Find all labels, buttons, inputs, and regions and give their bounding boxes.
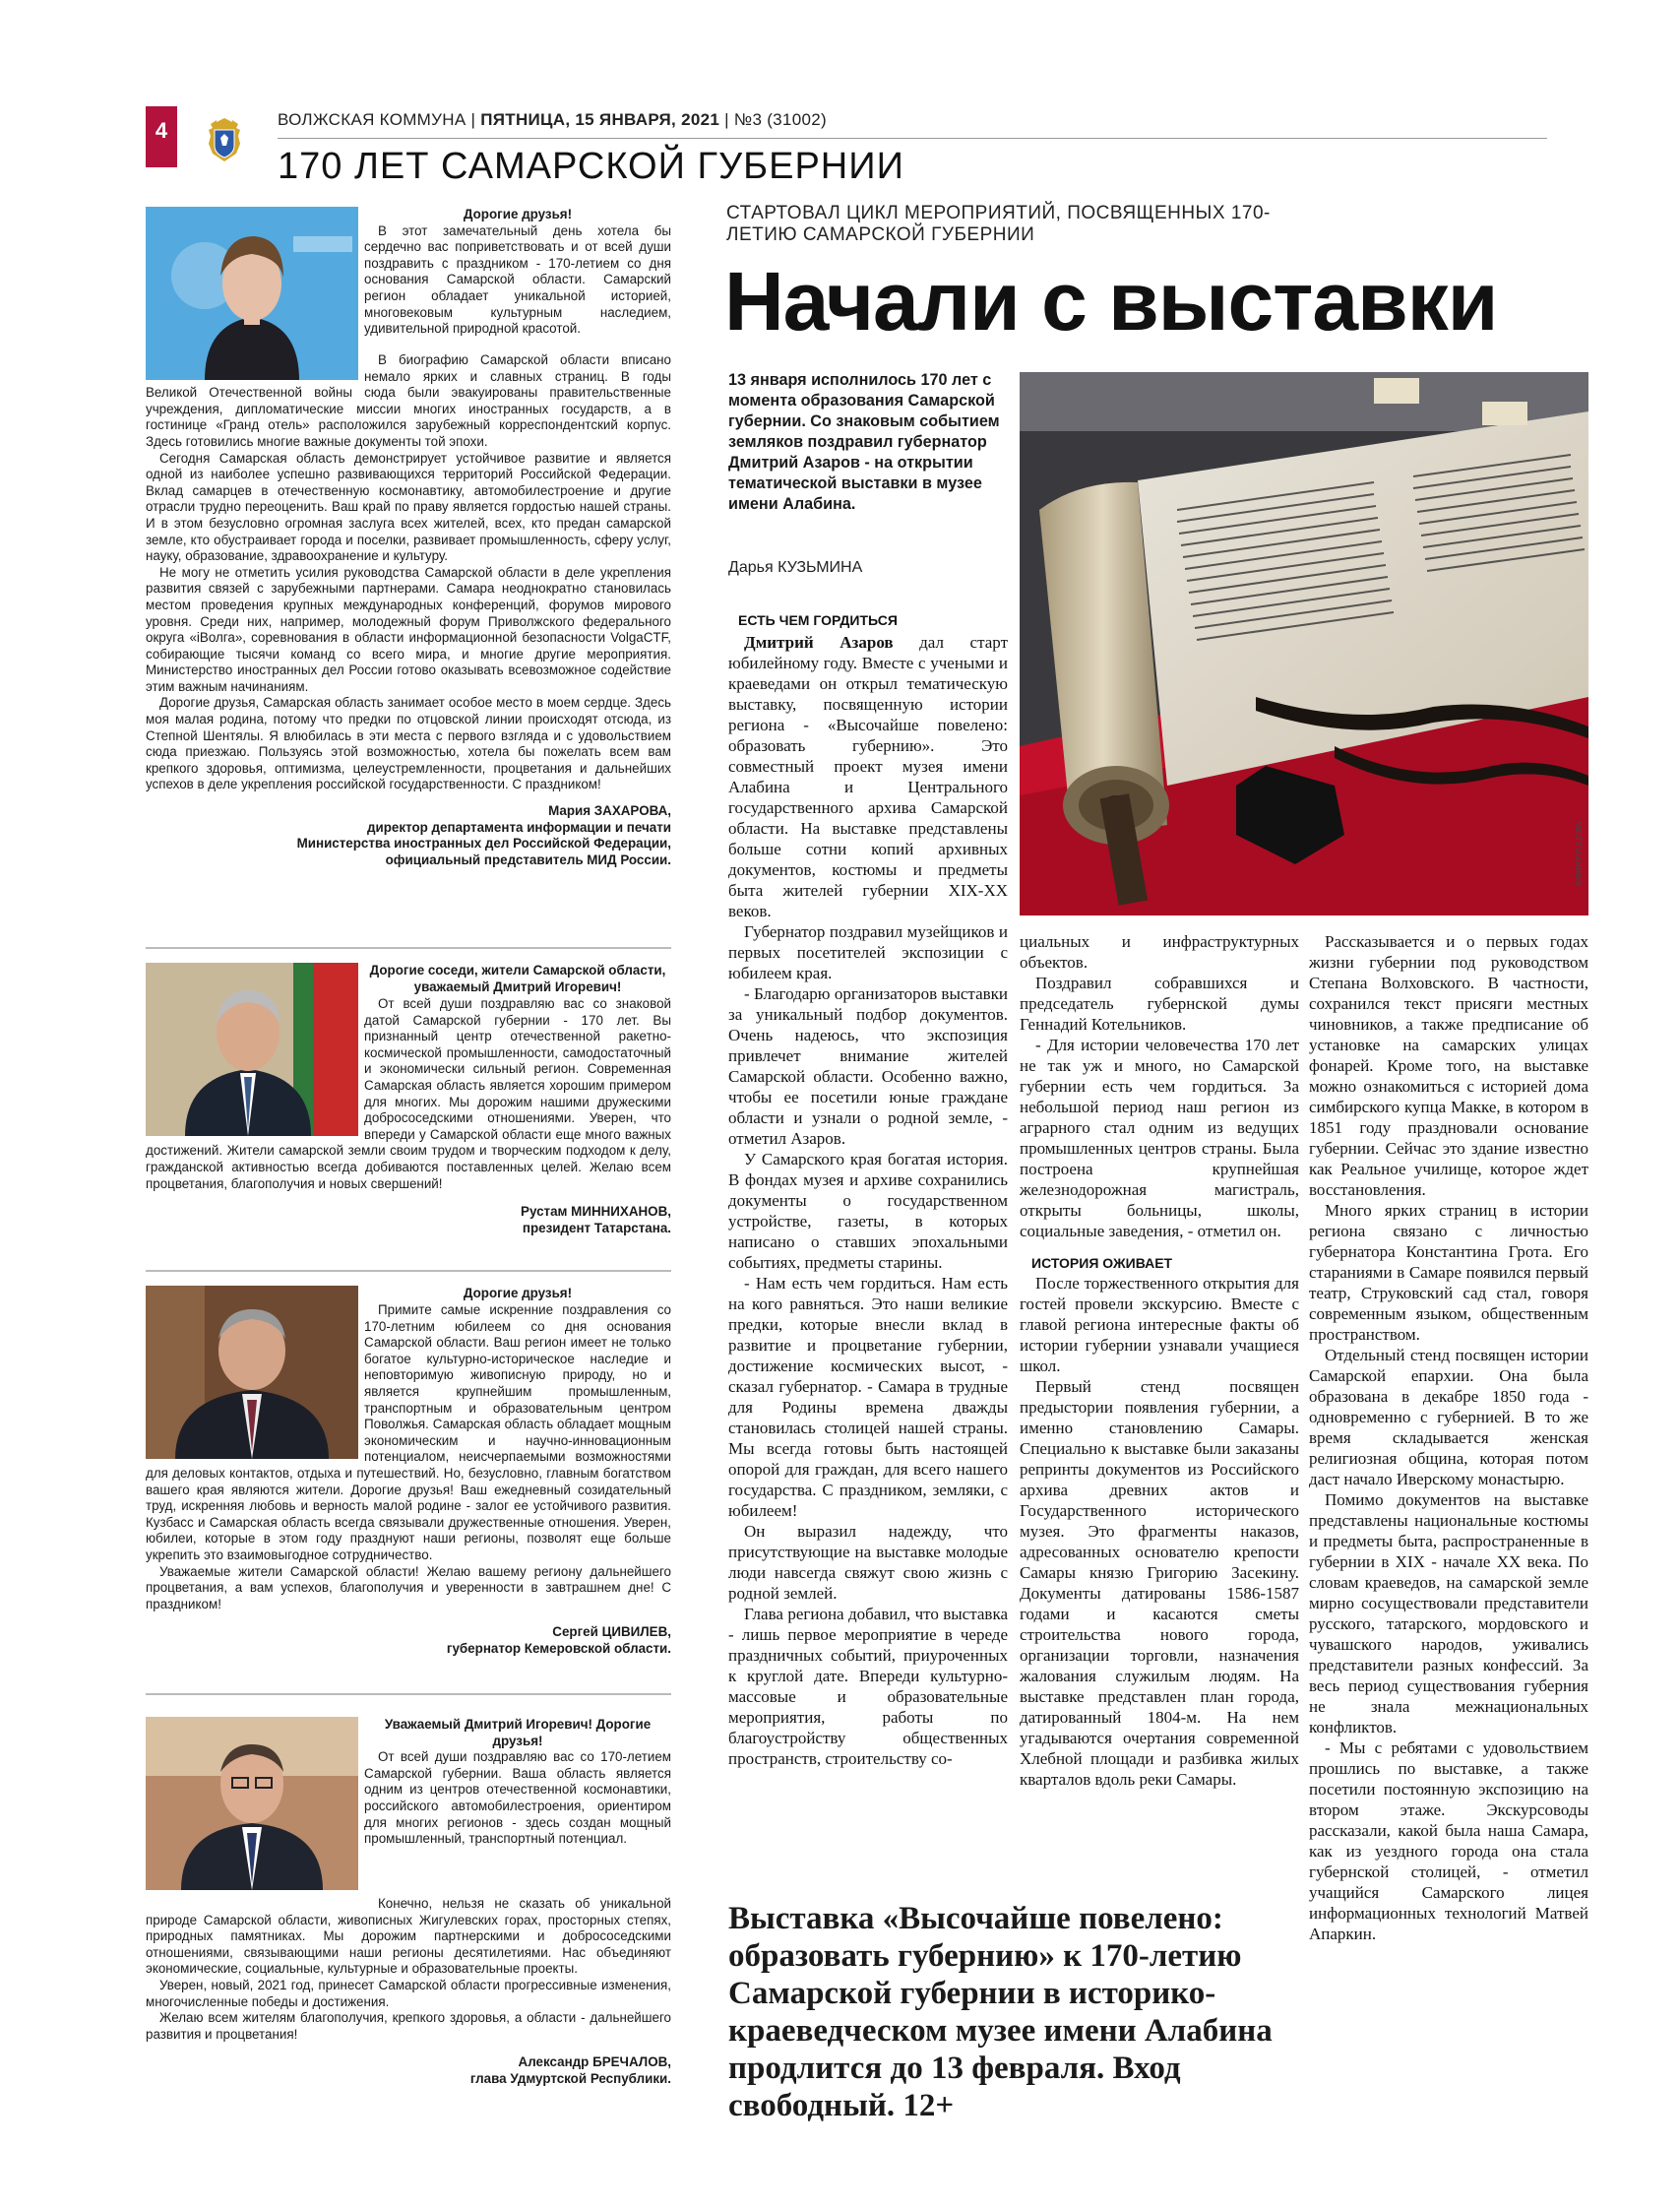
article-paragraph: Много ярких страниц в истории региона связано с личностью губернатора Константина Грота. Его стараниями в Самаре появился первый театр, Струковский сад стал, говоря современным языком, общественным пространством.	[1309, 1201, 1588, 1344]
greeting-paragraph: Примите самые искренние поздравления со 170-летним юбилеем со дня основания Самарской области. Ваш регион имеет не только богатое культурно-историческое наследие и неповторимую живописную природу, но и является крупнейшим промышленным, транспортным и образовательным центром Поволжья. Самарская область обладает мощным экономическим и научно-инновационным потенциалом, неисчерпаемыми возможностями для деловых контактов, отдыха и путешествий. Но, безусловно, главным богатством вашего края являются жители. Дорогие друзья! Ваш ежедневный созидательный труд, искренняя любовь и верность малой родине - залог ее устойчивого развития. Кузбасс и Самарская область всегда связывали дружественные отношения. Уверен, юбилеи, которые в этом году празднуют наши регионы, позволят еще больше укрепить это взаимовыгодное сотрудничество.	[146, 1302, 671, 1562]
article-paragraph: Первый стенд посвящен предыстории появления губернии, а именно становлению Самары. Специально к выставке были заказаны репринты документов из Российского архива древних актов и Государственного исторического музея. Это фрагменты наказов, адресованных основателю крепости Самары князю Григорию Засекину. Документы датированы 1586-1587 годами и касаются сметы строительства нового города, организации торговли, назначения жалования служилым людям. На выставке представлен план города, датированный 1804-м. На нем угадываются очертания современной Хлебной площади и разбивка жилых кварталов вдоль реки Самары.	[1020, 1377, 1299, 1789]
article-paragraph: - Нам есть чем гордиться. Нам есть на кого равняться. Это наши великие предки, которые внесли вклад в развитие и процветание губернии, достижение космических высот, - сказал губернатор. - Самара в трудные для Родины времена дважды становилась столицей нашей страны. Мы всегда готовы быть настоящей опорой для граждан, для всего нашего государства. С праздником, земляки, с юбилеем!	[728, 1274, 1008, 1520]
photo-credit: ЮЛИЯ РУЦЦОВА	[1575, 821, 1584, 886]
subheading-history: ИСТОРИЯ ОЖИВАЕТ	[1031, 1255, 1173, 1271]
article-paragraph: Рассказывается и о первых годах жизни губернии под руководством Степана Волховского. В частности, сохранился текст присяги местных чиновников, а также предписание об установке на самарских улицах фонарей. Кроме того, на выставке можно ознакомиться с историей дома симбирского купца Макке, в котором в 1851 году праздновали основание губернии. Сейчас это здание известно как Реальное училище, которое ждет восстановления.	[1309, 932, 1588, 1199]
article-paragraph: После торжественного открытия для гостей провели экскурсию. Вместе с главой региона интересные факты об истории губернии узнавали учащиеся школ.	[1020, 1274, 1299, 1375]
newspaper-name: ВОЛЖСКАЯ КОММУНА	[278, 110, 467, 129]
exhibition-promo: Выставка «Высочайше повелено: образовать губернию» к 170-летию Самарской губернии в историко-краеведческом музее имени Алабина продлится до 13 февраля. Вход свободный. 12+	[728, 1901, 1273, 2123]
coat-of-arms-icon	[205, 116, 244, 163]
signature-title: официальный представитель МИД России.	[385, 852, 671, 867]
divider	[146, 947, 671, 949]
divider	[146, 1270, 671, 1272]
article-kicker: СТАРТОВАЛ ЦИКЛ МЕРОПРИЯТИЙ, ПОСВЯЩЕННЫХ 170-ЛЕТИЮ САМАРСКОЙ ГУБЕРНИИ	[726, 203, 1271, 245]
greeting-heading: Дорогие соседи, жители Самарской области, уважаемый Дмитрий Игоревич!	[369, 963, 666, 994]
article-paragraph: дал старт юбилейному году. Вместе с учеными и краеведами он открыл тематическую выставку, посвященную истории региона - «Высочайше повелено: образовать губернию». Это совместный проект музея имени Алабина и Центрального государственного архива Самарской области. На выставке представлены больше сотни копий архивных документов, костюмы и предметы быта жителей губернии XIX-XX веков.	[728, 633, 1008, 920]
article-paragraph: Помимо документов на выставке представлены национальные костюмы и предметы быта, распространенные в губернии в XIX - начале XX века. По словам краеведов, на самарской земле мирно сосуществовали представители русского, татарского, мордовского и чувашского народов, уживались представители разных конфессий. За весь период существования губерния не знала межнациональных конфликтов.	[1309, 1490, 1588, 1736]
photo-brechalov	[146, 1717, 358, 1890]
greeting-paragraph: Уверен, новый, 2021 год, принесет Самарской области прогрессивные изменения, многочисленные победы и достижения.	[146, 1977, 671, 2009]
greeting-brechalov-body	[146, 1896, 671, 2088]
page-number: 4	[146, 106, 177, 167]
greeting-paragraph: От всей души поздравляю вас со 170-летием Самарской губернии. Ваша область является одним из центров отечественной космонавтики, российского автомобилестроения, ориентиром для многих регионов - здесь создан мощный промышленный, транспортный потенциал.	[364, 1749, 671, 1847]
signature-title: директор департамента информации и печати	[367, 819, 671, 835]
article-paragraph: циальных и инфраструктурных объектов.	[1020, 932, 1299, 972]
greeting-paragraph: Не могу не отметить усилия руководства Самарской области в деле укрепления развития связей с зарубежными партнерами. Самара неоднократно становилась местом проведения крупных международных конференций, форумов мирового уровня. Среди них, например, молодежный форум Приволжского федерального округа «iВолга», соревнования в области информационной безопасности VolgaCTF, собирающие тысячи команд со всего мира, и многие другие мероприятия. Министерство иностранных дел России готово оказывать всевозможное содействие этим важным начинаниям.	[146, 564, 671, 694]
greeting-paragraph: В этот замечательный день хотела бы сердечно вас поприветствовать и от всей души поздравить с праздником - 170-летием со дня основания Самарской области. Самарский регион обладает уникальной историей, многовековым культурным наследием, удивительной природной красотой.	[364, 222, 671, 337]
greeting-tsivilev	[364, 1286, 671, 1302]
article-paragraph: - Мы с ребятами с удовольствием прошлись по выставке, а также посетили постоянную экспозицию на втором этаже. Экскурсоводы рассказали, какой была наша Самара, как из уездного города она стала губернской столицей, - отметил учащийся Самарского лицея информационных технологий Матвей Апаркин.	[1309, 1738, 1588, 1943]
signature-title: губернатор Кемеровской области.	[446, 1640, 671, 1656]
greeting-brechalov	[364, 1717, 671, 1848]
section-title: 170 ЛЕТ САМАРСКОЙ ГУБЕРНИИ	[278, 146, 904, 187]
masthead: ВОЛЖСКАЯ КОММУНА | ПЯТНИЦА, 15 ЯНВАРЯ, 2021 | №3 (31002)	[278, 110, 827, 129]
article-paragraph: - Благодарю организаторов выставки за уникальный подбор документов. Очень надеюсь, что экспозиция привлечет внимание жителей Самарской области. Особенно важно, чтобы ее посетили юные граждане области и узнали о родной земле, - отметил Азаров.	[728, 984, 1008, 1148]
signature-title: Министерства иностранных дел Российской Федерации,	[296, 836, 671, 852]
article-paragraph: У Самарского края богатая история. В фондах музея и архиве сохранились документы о государственном устройстве, газеты, в которых написано о ставших эпохальными событиях, предметы старины.	[728, 1150, 1008, 1272]
article-author: Дарья КУЗЬМИНА	[728, 559, 863, 576]
greeting-paragraph: Желаю всем жителям благополучия, крепкого здоровья, а области - дальнейшего развития и процветания!	[146, 2010, 671, 2042]
article-paragraph: Отдельный стенд посвящен истории Самарской епархии. Она была образована в декабре 1850 года - одновременно с губернией. В то же время складывается женская религиозная община, которая потом даст начало Иверскому монастырю.	[1309, 1346, 1588, 1488]
signature-name: Мария ЗАХАРОВА,	[548, 803, 671, 819]
greeting-heading: Уважаемый Дмитрий Игоревич! Дорогие друзья!	[384, 1717, 652, 1748]
signature-title: глава Удмуртской Республики.	[469, 2070, 671, 2086]
signature-name: Рустам МИННИХАНОВ,	[521, 1204, 671, 1220]
article-paragraph: Поздравил собравшихся и председатель губернской думы Геннадий Котельников.	[1020, 974, 1299, 1034]
article-paragraph: - Для истории человечества 170 лет не так уж и много, но Самарской губернии есть чем гордиться. За небольшой период наш регион из аграрного стал одним из ведущих промышленных центров страны. Была построена крупнейшая железнодорожная магистраль, открыты больницы, школы, социальные заведения, - отметил он.	[1020, 1036, 1299, 1240]
article-column-1	[728, 632, 1008, 1769]
article-column-3	[1309, 931, 1588, 1944]
signature-name: Сергей ЦИВИЛЕВ,	[552, 1624, 671, 1640]
greeting-heading: Дорогие друзья!	[463, 1286, 573, 1300]
greeting-paragraph: В биографию Самарской области вписано немало ярких и славных страниц. В годы Великой Отечественной войны сюда были эвакуированы правительственные учреждения, дипломатические миссии многих иностранных государств, а в гостинице «Гранд отель» расположился зарубежный корреспондентский корпус. Здесь готовились многие важные документы той эпохи.	[146, 352, 671, 449]
greeting-zakharova-intro	[364, 207, 671, 338]
article-paragraph: Глава региона добавил, что выставка - лишь первое мероприятие в череде праздничных событий, приуроченных к круглой дате. Впереди культурно-массовые и образовательные мероприятия, работы по благоустройству общественных пространств, строительству со-	[728, 1605, 1008, 1768]
greeting-paragraph: От всей души поздравляю вас со знаковой датой Самарской губернии - 170 лет. Вы признанный центр отечественной ракетно-космической промышленности, самодостаточный и экономически сильный регион. Современная Самарская область является хорошим примером для многих. Мы дорожим нашими дружескими добрососедскими отношениями. Уверен, что впереди у Самарской области еще много важных достижений. Жители самарской земли своим трудом и творческим подходом к делу, гражданской активностью всегда добиваются поставленных целей. Желаю всем процветания, благополучия и новых свершений!	[146, 996, 671, 1191]
signature-name: Александр БРЕЧАЛОВ,	[518, 2054, 671, 2070]
greeting-tsivilev-body	[146, 1302, 671, 1657]
article-column-2	[1020, 931, 1299, 1790]
subheading-proud: ЕСТЬ ЧЕМ ГОРДИТЬСЯ	[738, 612, 898, 628]
greeting-zakharova-body	[146, 352, 671, 868]
article-paragraph: Губернатор поздравил музейщиков и первых посетителей экспозиции с юбилеем края.	[728, 922, 1008, 982]
greeting-paragraph: Сегодня Самарская область демонстрирует устойчивое развитие и является одной из наиболее успешно развивающихся территорий Российской Федерации. Вклад самарцев в отечественную космонавтику, автомобилестроение и другие отрасли трудно переоценить. Ваш край по праву является гордостью нашей страны. И в этом безусловно огромная заслуга всех жителей, всех, кто предан самарской земле, кто обустраивает города и поселки, развивает промышленность, сферу услуг, науку, образование, здравоохранение и культуру.	[146, 450, 671, 564]
article-photo-torah-scroll	[1020, 372, 1588, 916]
greeting-heading: Дорогие друзья!	[463, 207, 573, 221]
divider	[146, 1693, 671, 1695]
person-name: Дмитрий Азаров	[744, 633, 894, 652]
greeting-minnikhanov	[364, 963, 671, 995]
greeting-paragraph: Конечно, нельзя не сказать об уникальной природе Самарской области, живописных Жигулевских горах, просторных степях, природных памятниках. Мы дорожим партнерскими и добрососедскими отношениями, связывающими наши регионы десятилетиями. Нас объединяют экономические, социальные, культурные и образовательные проекты.	[146, 1896, 671, 1977]
issue-date: ПЯТНИЦА, 15 ЯНВАРЯ, 2021	[480, 110, 720, 129]
greeting-paragraph: Дорогие друзья, Самарская область занимает особое место в моем сердце. Здесь моя малая родина, потому что предки по отцовской линии происходят отсюда, из Степной Шентялы. Я влюбилась в эти места с первого взгляда и с удовольствием сюда приезжаю. Пользуясь этой возможностью, хотела бы пожелать всем вам крепкого здоровья, оптимизма, целеустремленности, процветания и дальнейших успехов в деле укрепления российской государственности. С праздником!	[146, 695, 671, 792]
article-lead: 13 января исполнилось 170 лет с момента образования Самарской губернии. Со знаковым событием земляков поздравил губернатор Дмитрий Азаров - на открытии тематической выставки в музее имени Алабина.	[728, 371, 1000, 513]
header-rule	[278, 138, 1547, 139]
article-headline: Начали с выставки	[724, 255, 1498, 347]
signature-title: президент Татарстана.	[522, 1220, 671, 1235]
greeting-paragraph: Уважаемые жители Самарской области! Желаю вашему региону дальнейшего процветания, а вам успехов, благополучия и уверенности в завтрашнем дне! С праздником!	[146, 1563, 671, 1611]
greeting-minnikhanov-body	[146, 996, 671, 1236]
issue-number: №3 (31002)	[733, 110, 827, 129]
article-paragraph: Он выразил надежду, что присутствующие на выставке молодые люди навсегда свяжут свою жизнь с родной землей.	[728, 1522, 1008, 1603]
